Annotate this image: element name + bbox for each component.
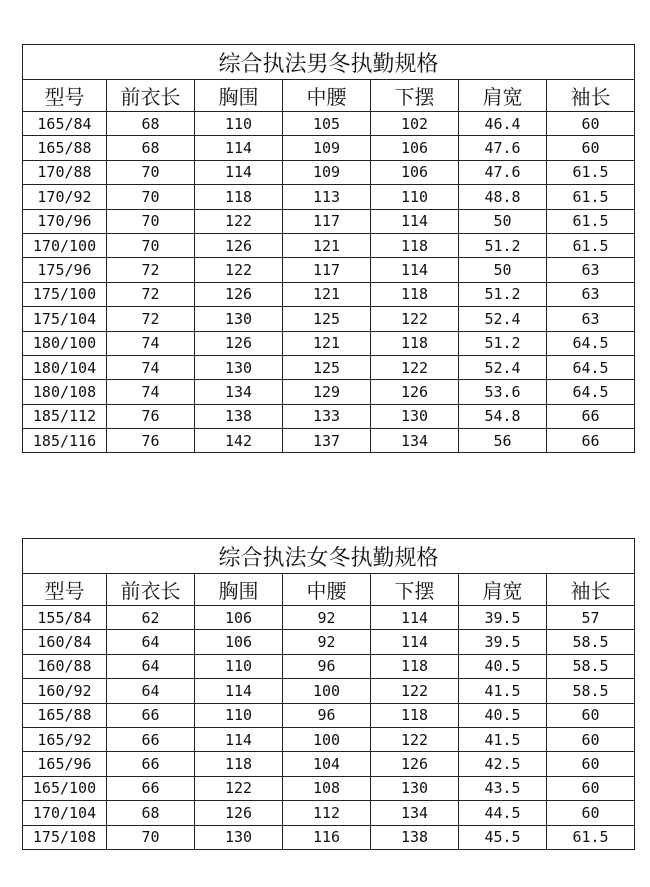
measure-cell: 122	[371, 355, 459, 379]
size-cell: 185/116	[23, 429, 107, 453]
table-row	[23, 209, 635, 233]
table-row	[23, 233, 635, 257]
measure-cell: 66	[547, 404, 635, 428]
measure-cell: 60	[547, 703, 635, 727]
measure-cell: 60	[547, 752, 635, 776]
measure-cell: 61.5	[547, 185, 635, 209]
measure-cell: 63	[547, 307, 635, 331]
measure-cell: 40.5	[459, 654, 547, 678]
table-row	[23, 258, 635, 282]
table-row	[23, 112, 635, 136]
measure-cell: 48.8	[459, 185, 547, 209]
measure-cell: 138	[371, 825, 459, 849]
size-cell: 175/100	[23, 282, 107, 306]
measure-cell: 121	[283, 233, 371, 257]
measure-cell: 114	[195, 160, 283, 184]
measure-cell: 133	[283, 404, 371, 428]
measure-cell: 47.6	[459, 160, 547, 184]
measure-cell: 112	[283, 801, 371, 825]
size-cell: 155/84	[23, 606, 107, 630]
measure-cell: 70	[107, 160, 195, 184]
table-row	[23, 606, 635, 630]
measure-cell: 126	[195, 282, 283, 306]
measure-cell: 66	[107, 727, 195, 751]
measure-cell: 122	[371, 679, 459, 703]
measure-cell: 129	[283, 380, 371, 404]
size-cell: 180/108	[23, 380, 107, 404]
measure-cell: 40.5	[459, 703, 547, 727]
measure-cell: 110	[371, 185, 459, 209]
size-cell: 175/96	[23, 258, 107, 282]
measure-cell: 66	[107, 703, 195, 727]
size-cell: 160/84	[23, 630, 107, 654]
measure-cell: 68	[107, 112, 195, 136]
measure-cell: 118	[371, 703, 459, 727]
measure-cell: 66	[107, 776, 195, 800]
measure-cell: 126	[195, 233, 283, 257]
column-header: 中腰	[283, 574, 371, 606]
table-row	[23, 825, 635, 849]
measure-cell: 118	[371, 331, 459, 355]
measure-cell: 74	[107, 355, 195, 379]
measure-cell: 58.5	[547, 630, 635, 654]
measure-cell: 61.5	[547, 209, 635, 233]
size-cell: 175/104	[23, 307, 107, 331]
measure-cell: 46.4	[459, 112, 547, 136]
size-cell: 165/100	[23, 776, 107, 800]
table-row	[23, 654, 635, 678]
measure-cell: 60	[547, 112, 635, 136]
measure-cell: 118	[195, 185, 283, 209]
measure-cell: 64	[107, 679, 195, 703]
measure-cell: 108	[283, 776, 371, 800]
measure-cell: 72	[107, 258, 195, 282]
measure-cell: 122	[195, 209, 283, 233]
measure-cell: 41.5	[459, 679, 547, 703]
size-cell: 170/88	[23, 160, 107, 184]
measure-cell: 61.5	[547, 825, 635, 849]
column-header: 袖长	[547, 80, 635, 112]
measure-cell: 113	[283, 185, 371, 209]
measure-cell: 125	[283, 307, 371, 331]
measure-cell: 118	[371, 282, 459, 306]
measure-cell: 130	[371, 776, 459, 800]
measure-cell: 142	[195, 429, 283, 453]
measure-cell: 70	[107, 185, 195, 209]
measure-cell: 134	[195, 380, 283, 404]
measure-cell: 114	[371, 209, 459, 233]
table-row	[23, 630, 635, 654]
table-row	[23, 331, 635, 355]
size-cell: 170/96	[23, 209, 107, 233]
table-row	[23, 801, 635, 825]
measure-cell: 60	[547, 727, 635, 751]
measure-cell: 114	[371, 258, 459, 282]
measure-cell: 137	[283, 429, 371, 453]
measure-cell: 114	[195, 727, 283, 751]
size-cell: 165/88	[23, 703, 107, 727]
men-table-title: 综合执法男冬执勤规格	[23, 45, 635, 80]
table-row	[23, 136, 635, 160]
measure-cell: 117	[283, 258, 371, 282]
measure-cell: 125	[283, 355, 371, 379]
measure-cell: 53.6	[459, 380, 547, 404]
measure-cell: 130	[195, 307, 283, 331]
measure-cell: 96	[283, 703, 371, 727]
measure-cell: 117	[283, 209, 371, 233]
size-cell: 170/104	[23, 801, 107, 825]
measure-cell: 134	[371, 801, 459, 825]
table-row	[23, 185, 635, 209]
column-header: 下摆	[371, 574, 459, 606]
measure-cell: 96	[283, 654, 371, 678]
size-cell: 180/104	[23, 355, 107, 379]
measure-cell: 118	[371, 233, 459, 257]
size-cell: 165/84	[23, 112, 107, 136]
measure-cell: 70	[107, 233, 195, 257]
measure-cell: 68	[107, 801, 195, 825]
column-header: 前衣长	[107, 574, 195, 606]
size-cell: 160/88	[23, 654, 107, 678]
men-size-table	[22, 44, 635, 453]
measure-cell: 106	[371, 136, 459, 160]
measure-cell: 60	[547, 776, 635, 800]
measure-cell: 57	[547, 606, 635, 630]
measure-cell: 56	[459, 429, 547, 453]
measure-cell: 61.5	[547, 233, 635, 257]
women-table-title: 综合执法女冬执勤规格	[23, 539, 635, 574]
measure-cell: 44.5	[459, 801, 547, 825]
measure-cell: 72	[107, 307, 195, 331]
measure-cell: 66	[547, 429, 635, 453]
measure-cell: 122	[195, 776, 283, 800]
measure-cell: 61.5	[547, 160, 635, 184]
measure-cell: 58.5	[547, 654, 635, 678]
measure-cell: 43.5	[459, 776, 547, 800]
column-header: 中腰	[283, 80, 371, 112]
measure-cell: 130	[195, 825, 283, 849]
measure-cell: 51.2	[459, 331, 547, 355]
table-row	[23, 307, 635, 331]
size-cell: 185/112	[23, 404, 107, 428]
size-cell: 180/100	[23, 331, 107, 355]
measure-cell: 134	[371, 429, 459, 453]
measure-cell: 41.5	[459, 727, 547, 751]
measure-cell: 100	[283, 679, 371, 703]
column-header: 前衣长	[107, 80, 195, 112]
measure-cell: 52.4	[459, 307, 547, 331]
table-row	[23, 703, 635, 727]
column-header: 胸围	[195, 574, 283, 606]
measure-cell: 76	[107, 429, 195, 453]
measure-cell: 126	[195, 331, 283, 355]
table-row	[23, 404, 635, 428]
measure-cell: 109	[283, 136, 371, 160]
size-cell: 170/92	[23, 185, 107, 209]
table-row	[23, 776, 635, 800]
measure-cell: 121	[283, 331, 371, 355]
measure-cell: 110	[195, 703, 283, 727]
measure-cell: 74	[107, 331, 195, 355]
measure-cell: 126	[195, 801, 283, 825]
measure-cell: 63	[547, 258, 635, 282]
measure-cell: 138	[195, 404, 283, 428]
measure-cell: 109	[283, 160, 371, 184]
table-row	[23, 355, 635, 379]
measure-cell: 51.2	[459, 233, 547, 257]
measure-cell: 64	[107, 654, 195, 678]
measure-cell: 60	[547, 136, 635, 160]
measure-cell: 63	[547, 282, 635, 306]
measure-cell: 70	[107, 209, 195, 233]
column-header: 肩宽	[459, 574, 547, 606]
measure-cell: 110	[195, 654, 283, 678]
size-cell: 160/92	[23, 679, 107, 703]
size-cell: 170/100	[23, 233, 107, 257]
measure-cell: 114	[195, 679, 283, 703]
header-row	[23, 80, 635, 112]
size-cell: 165/96	[23, 752, 107, 776]
measure-cell: 47.6	[459, 136, 547, 160]
measure-cell: 114	[371, 630, 459, 654]
table-row	[23, 752, 635, 776]
measure-cell: 130	[195, 355, 283, 379]
measure-cell: 39.5	[459, 606, 547, 630]
measure-cell: 64.5	[547, 380, 635, 404]
measure-cell: 64	[107, 630, 195, 654]
measure-cell: 68	[107, 136, 195, 160]
measure-cell: 92	[283, 630, 371, 654]
table-row	[23, 727, 635, 751]
measure-cell: 51.2	[459, 282, 547, 306]
header-row	[23, 574, 635, 606]
measure-cell: 42.5	[459, 752, 547, 776]
size-cell: 175/108	[23, 825, 107, 849]
measure-cell: 52.4	[459, 355, 547, 379]
measure-cell: 54.8	[459, 404, 547, 428]
size-cell: 165/88	[23, 136, 107, 160]
column-header: 下摆	[371, 80, 459, 112]
measure-cell: 106	[195, 606, 283, 630]
measure-cell: 114	[371, 606, 459, 630]
measure-cell: 66	[107, 752, 195, 776]
measure-cell: 106	[371, 160, 459, 184]
measure-cell: 60	[547, 801, 635, 825]
measure-cell: 100	[283, 727, 371, 751]
measure-cell: 45.5	[459, 825, 547, 849]
table-row	[23, 282, 635, 306]
measure-cell: 116	[283, 825, 371, 849]
measure-cell: 122	[371, 727, 459, 751]
measure-cell: 126	[371, 752, 459, 776]
column-header: 型号	[23, 574, 107, 606]
column-header: 袖长	[547, 574, 635, 606]
column-header: 型号	[23, 80, 107, 112]
table-row	[23, 380, 635, 404]
measure-cell: 72	[107, 282, 195, 306]
measure-cell: 76	[107, 404, 195, 428]
measure-cell: 50	[459, 258, 547, 282]
column-header: 肩宽	[459, 80, 547, 112]
column-header: 胸围	[195, 80, 283, 112]
measure-cell: 130	[371, 404, 459, 428]
measure-cell: 64.5	[547, 355, 635, 379]
measure-cell: 92	[283, 606, 371, 630]
table-row	[23, 160, 635, 184]
measure-cell: 118	[195, 752, 283, 776]
measure-cell: 121	[283, 282, 371, 306]
measure-cell: 58.5	[547, 679, 635, 703]
measure-cell: 64.5	[547, 331, 635, 355]
size-cell: 165/92	[23, 727, 107, 751]
measure-cell: 114	[195, 136, 283, 160]
measure-cell: 110	[195, 112, 283, 136]
measure-cell: 122	[371, 307, 459, 331]
measure-cell: 104	[283, 752, 371, 776]
measure-cell: 50	[459, 209, 547, 233]
women-size-table	[22, 538, 635, 850]
measure-cell: 118	[371, 654, 459, 678]
measure-cell: 122	[195, 258, 283, 282]
measure-cell: 62	[107, 606, 195, 630]
measure-cell: 105	[283, 112, 371, 136]
measure-cell: 126	[371, 380, 459, 404]
table-row	[23, 679, 635, 703]
measure-cell: 102	[371, 112, 459, 136]
table-row	[23, 429, 635, 453]
measure-cell: 106	[195, 630, 283, 654]
measure-cell: 70	[107, 825, 195, 849]
measure-cell: 39.5	[459, 630, 547, 654]
measure-cell: 74	[107, 380, 195, 404]
